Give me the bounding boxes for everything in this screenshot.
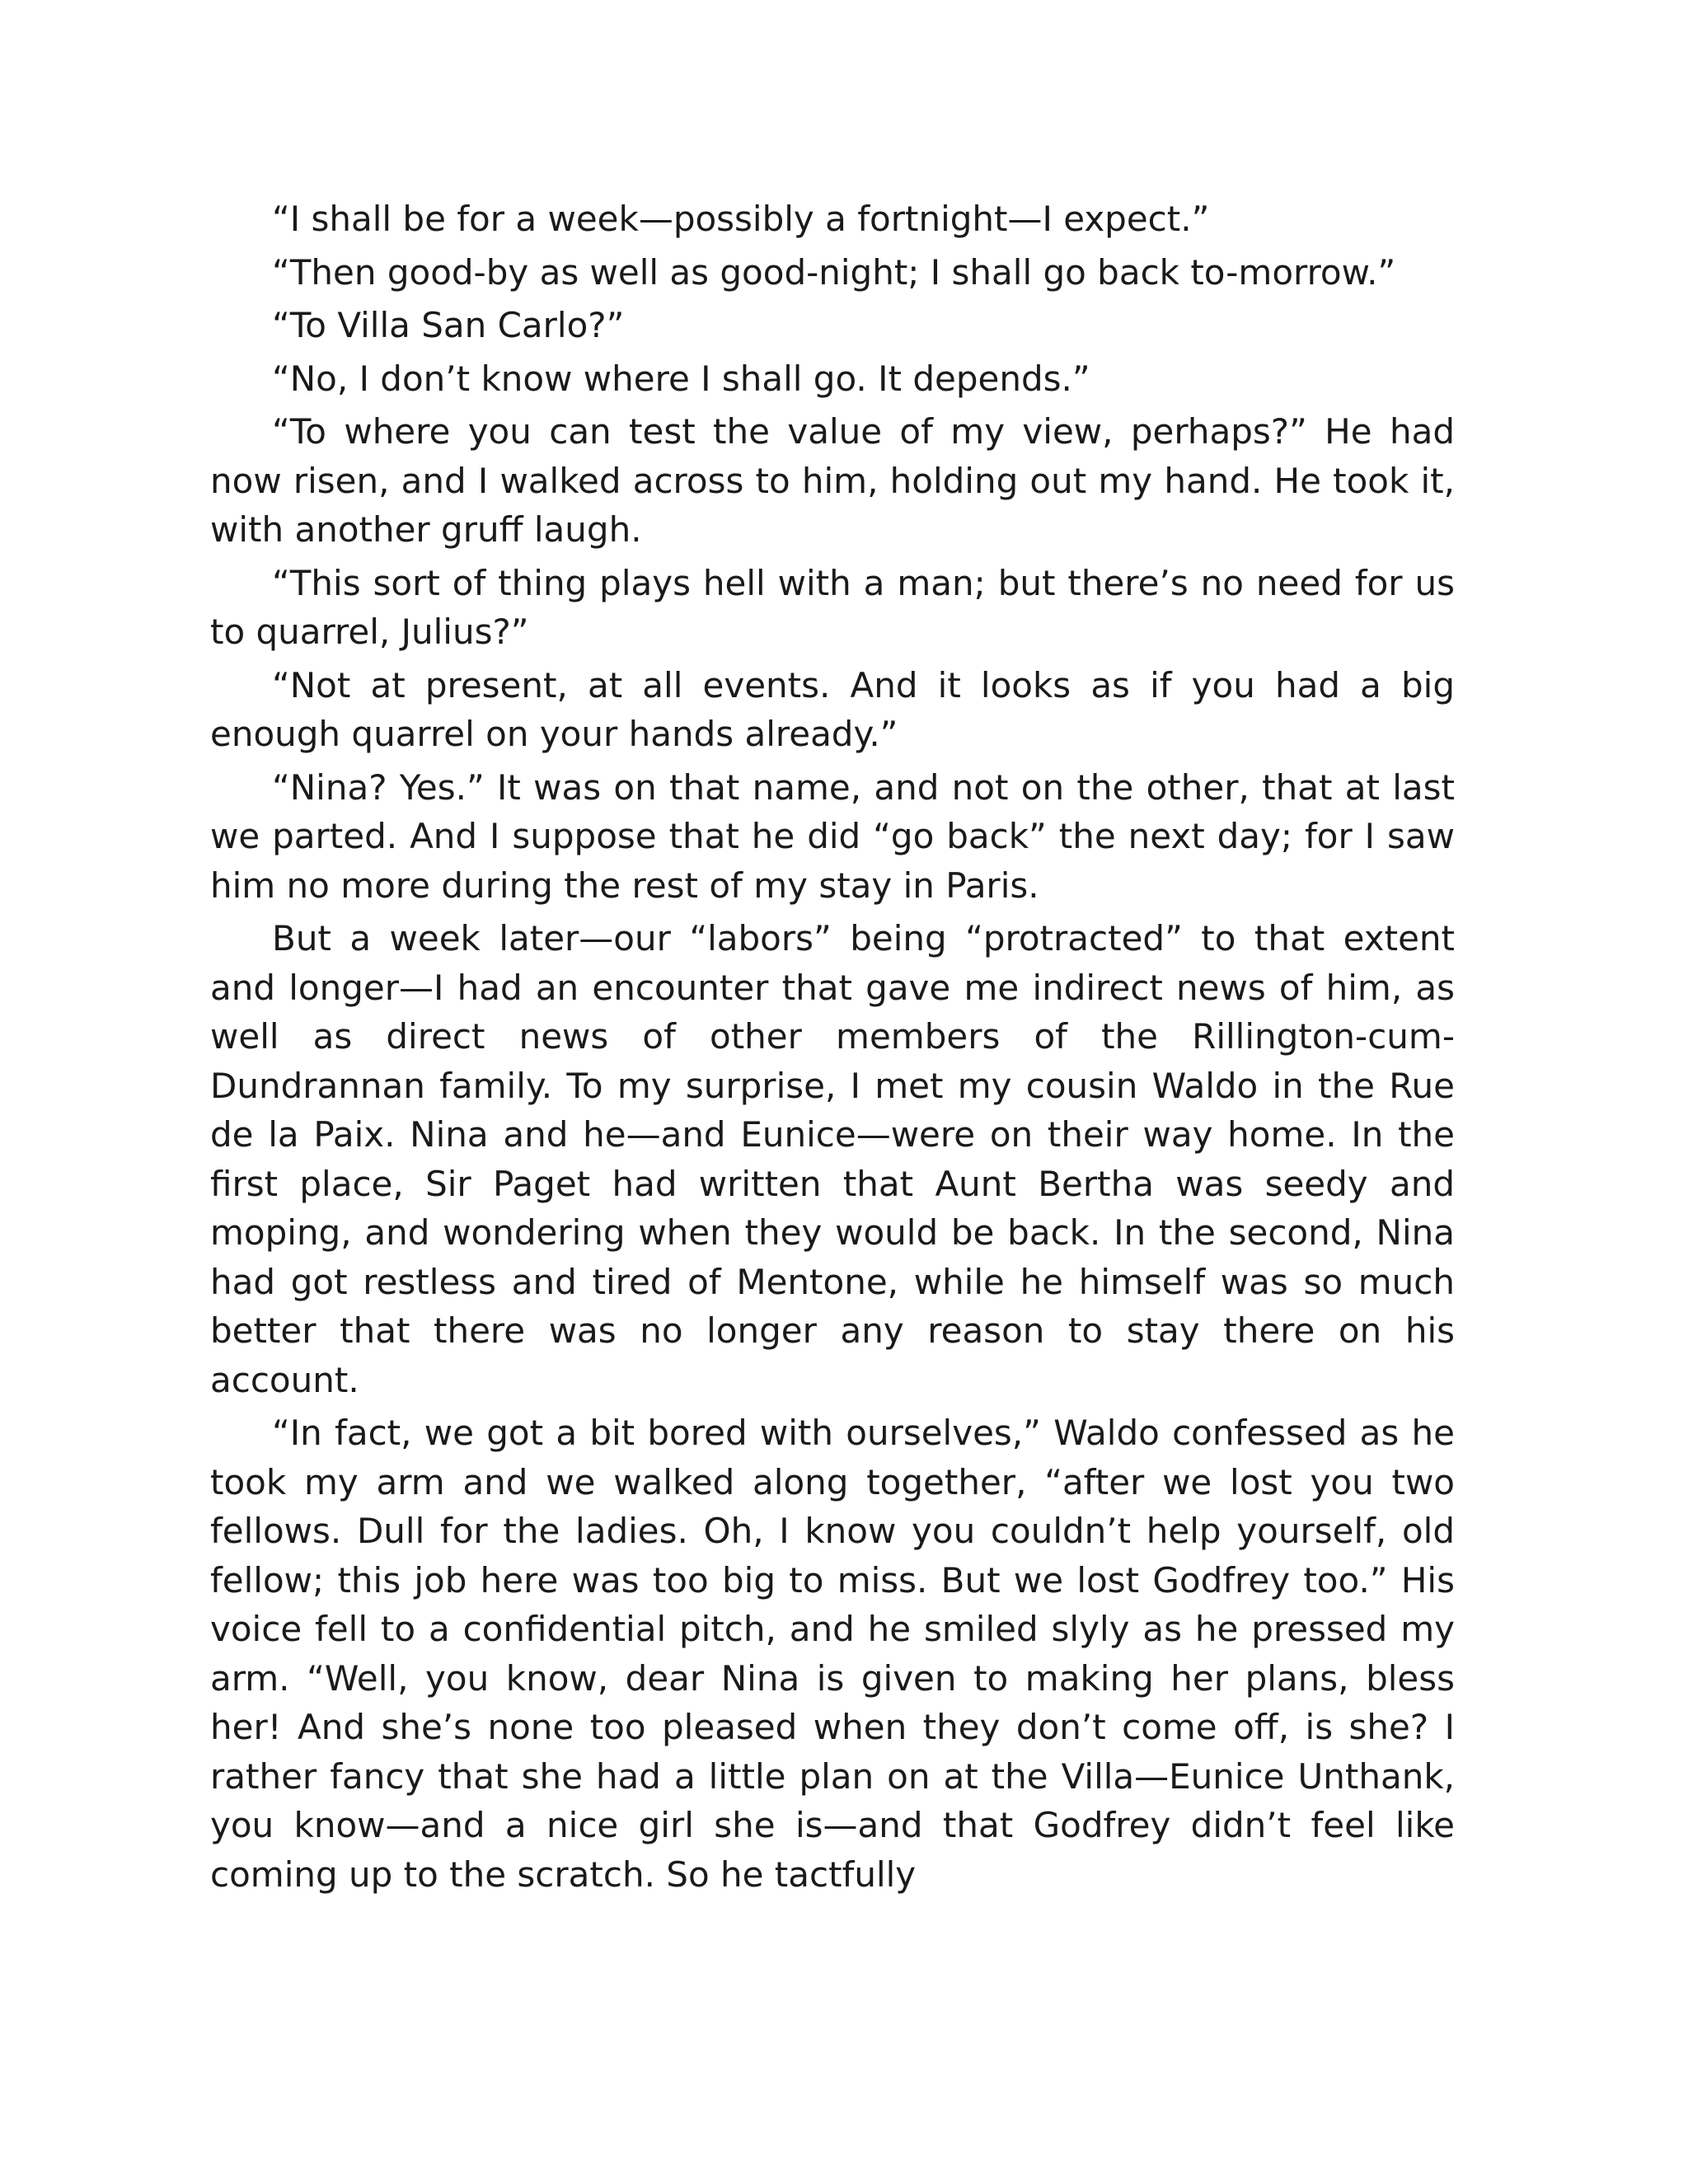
paragraph: “This sort of thing plays hell with a man; but there’s no need for us to quarrel, Julius?” — [210, 562, 1455, 652]
paragraph: “In fact, we got a bit bored with ourselves,” Waldo confessed as he took my arm and we walked along together, “after we lost you two fellows. Dull for the ladies. Oh, I know you couldn’t help yourself, old fellow; this job here was too big to miss. But we lost Godfrey too.” His voice fell to a confidential pitch, and he smiled slyly as he pressed my arm. “Well, you know, dear Nina is given to making her plans, bless her! And she’s none too pleased when they don’t come off, is she? I rather fancy that she had a little plan on at the Villa—Eunice Unthank, you know—and a nice girl she is—and that Godfrey didn’t feel like coming up to the scratch. So he tactfully — [210, 1413, 1455, 1895]
paragraph: “No, I don’t know where I shall go. It depends.” — [272, 358, 1090, 399]
paragraph: “Nina? Yes.” It was on that name, and not on the other, that at last we parted. And I suppose that he did “go back” the next day; for I saw him no more during the rest of my stay in Paris. — [210, 766, 1455, 906]
paragraph: “Then good-by as well as good-night; I shall go back to-morrow.” — [272, 251, 1396, 293]
paragraph: “To Villa San Carlo?” — [272, 305, 625, 345]
paragraph: “Not at present, at all events. And it looks as if you had a big enough quarrel on your hands already.” — [210, 664, 1455, 754]
paragraph: But a week later—our “labors” being “protracted” to that extent and longer—I had an encounter that gave me indirect news of him, as well as direct news of other members of the Rillington-cum-Dundrannan family. To my surprise, I met my cousin Waldo in the Rue de la Paix. Nina and he—and Eunice—were on their way home. In the first place, Sir Paget had written that Aunt Bertha was seedy and moping, and wondering when they would be back. In the second, Nina had got restless and tired of Mentone, while he himself was so much better that there was no longer any reason to stay there on his account. — [210, 918, 1455, 1400]
body-text — [210, 194, 1455, 1903]
paragraph: “To where you can test the value of my view, perhaps?” He had now risen, and I walked across to him, holding out my hand. He took it, with another gruff laugh. — [210, 411, 1455, 550]
paragraph: “I shall be for a week—possibly a fortnight—I expect.” — [272, 199, 1210, 239]
